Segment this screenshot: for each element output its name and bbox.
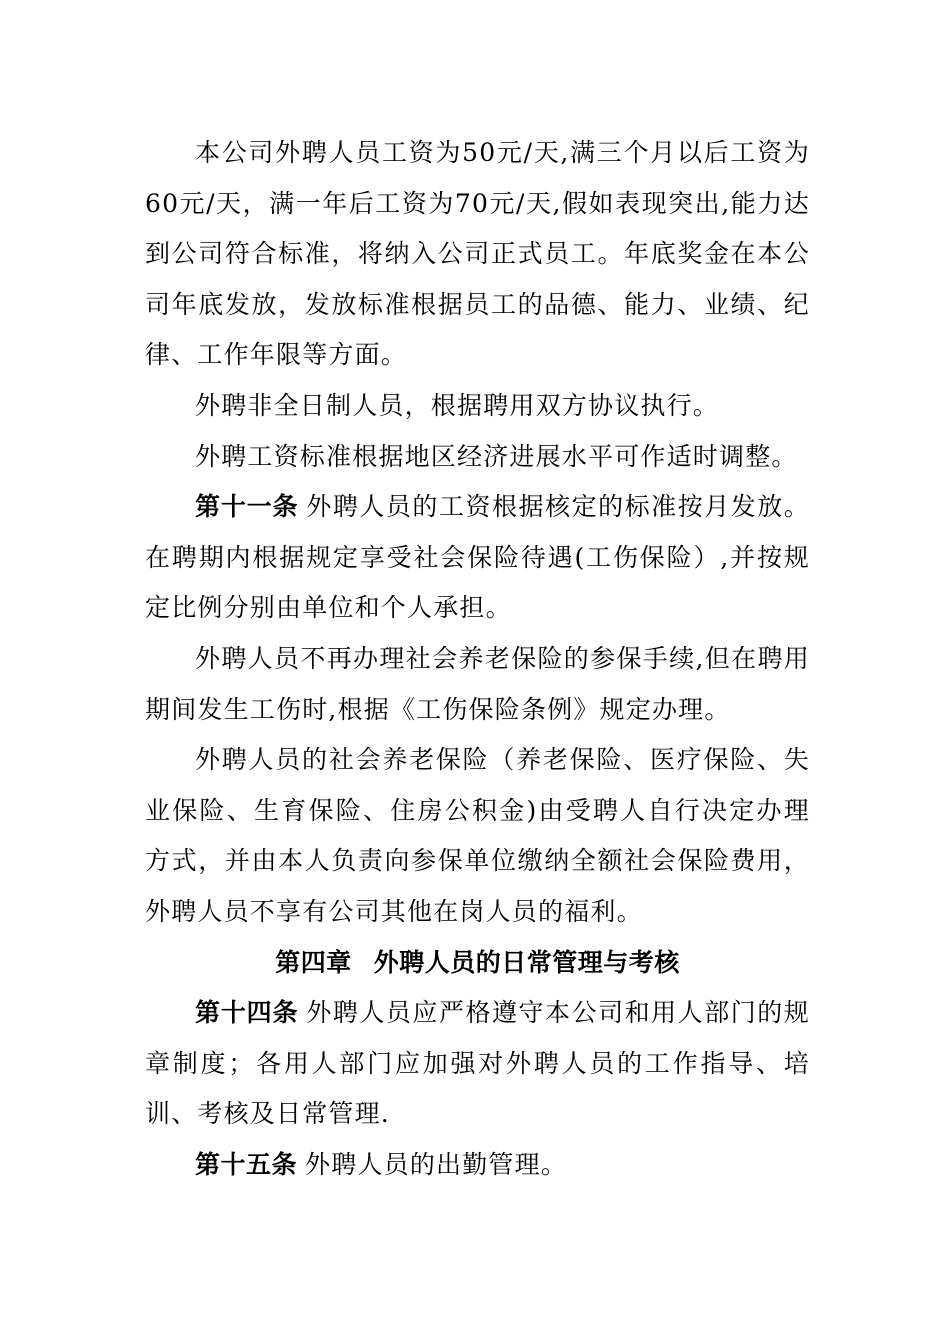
article-15 (145, 1140, 810, 1191)
chapter-title: 外聘人员的日常管理与考核 (373, 947, 680, 977)
paragraph-text: 本公司外聘人员工资为50元/天,满三个月以后工资为60元/天，满一年后工资为70元/天,假如表现突出,能力达到公司符合标准，将纳入公司正式员工。年底奖金在本公司年底发放，发放标准根据员工的品德、能力、业绩、纪律、工作年限等方面。 (145, 138, 810, 370)
article-text: 外聘人员的工资根据核定的标准按月发放。在聘期内根据规定享受社会保险待遇(工伤保险）,并按规定比例分别由单位和个人承担。 (145, 492, 810, 623)
article-label: 第十五条 (195, 1149, 298, 1179)
paragraph-text: 外聘人员的社会养老保险（养老保险、医疗保险、失业保险、生育保险、住房公积金)由受聘人自行决定办理方式，并由本人负责向参保单位缴纳全额社会保险费用，外聘人员不享有公司其他在岗人员的福利。 (145, 745, 810, 926)
paragraph-text: 外聘人员不再办理社会养老保险的参保手续,但在聘用期间发生工伤时,根据《工伤保险条例》规定办理。 (145, 643, 810, 724)
paragraph-text: 外聘工资标准根据地区经济进展水平可作适时调整。 (195, 441, 798, 471)
paragraph-salary (145, 128, 810, 381)
article-label: 第十一条 (195, 492, 299, 522)
paragraph-insurance (145, 735, 810, 937)
paragraph-injury (145, 634, 810, 735)
paragraph-part-time (145, 381, 810, 432)
paragraph-adjustment (145, 432, 810, 483)
article-11 (145, 482, 810, 634)
article-text: 外聘人员的出勤管理。 (305, 1149, 568, 1179)
document-page (145, 128, 810, 1190)
article-label: 第十四条 (195, 998, 299, 1028)
chapter-heading (145, 938, 810, 989)
chapter-number: 第四章 (275, 947, 352, 977)
article-text: 外聘人员应严格遵守本公司和用人部门的规章制度；各用人部门应加强对外聘人员的工作指导、培训、考核及日常管理. (145, 998, 810, 1129)
article-14 (145, 988, 810, 1140)
paragraph-text: 外聘非全日制人员，根据聘用双方协议执行。 (195, 390, 720, 420)
